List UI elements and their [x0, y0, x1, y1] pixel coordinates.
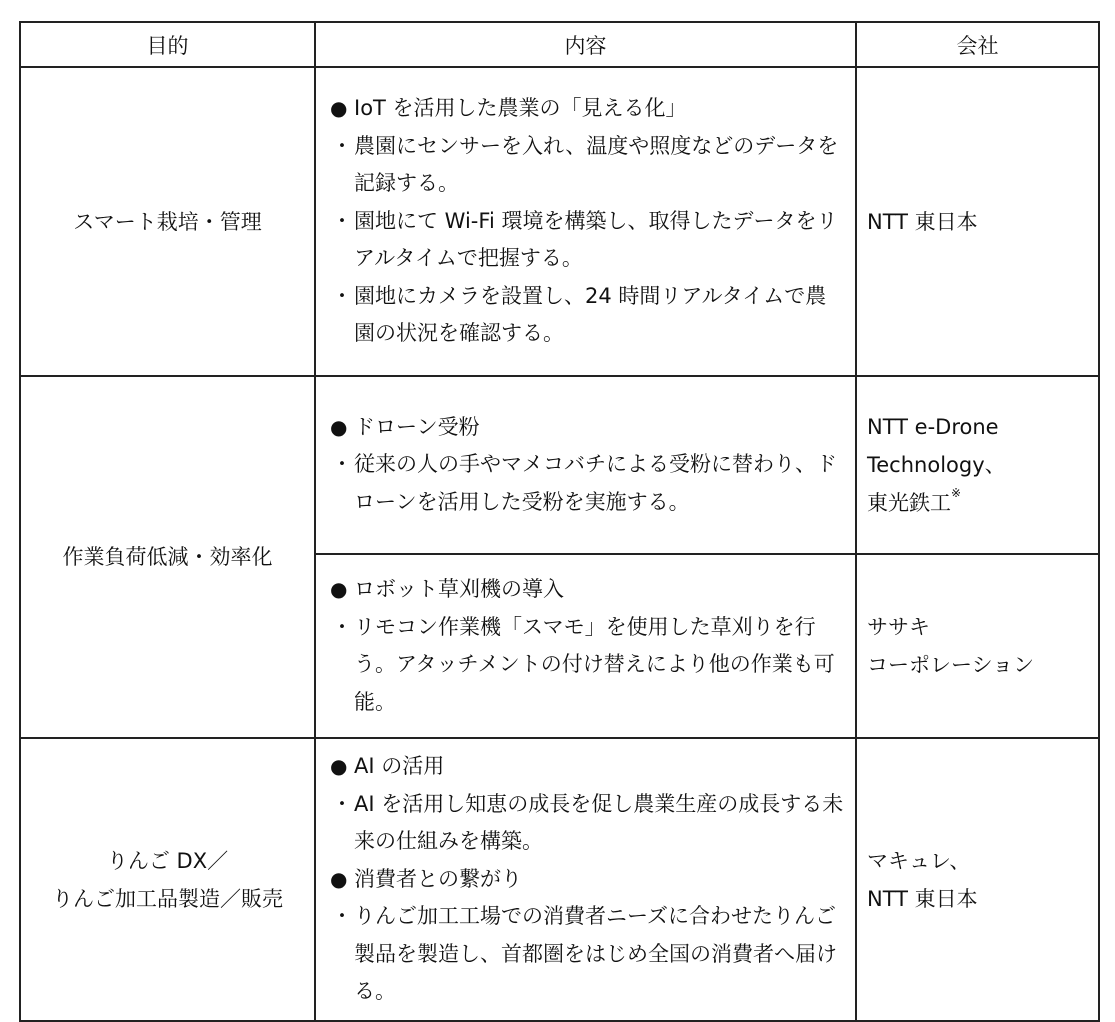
bullet-item — [330, 898, 845, 1011]
purpose-cell — [20, 738, 315, 1021]
bullet-mark: ・ — [331, 452, 353, 477]
content-heading — [330, 571, 845, 609]
heading-dot: ● — [330, 754, 348, 779]
company-line: NTT e-Drone — [867, 415, 999, 439]
table-row — [20, 376, 1099, 554]
bullet-item — [330, 786, 845, 861]
company-line: NTT 東日本 — [867, 886, 978, 911]
bullet-text: 園地にカメラを設置し、24 時間リアルタイムで農園の状況を確認する。 — [354, 283, 827, 346]
content-cell — [315, 554, 856, 738]
table-row — [20, 67, 1099, 376]
heading-text: AI の活用 — [354, 754, 445, 779]
heading-dot: ● — [330, 577, 348, 601]
header-row — [20, 22, 1099, 67]
heading-dot: ● — [330, 866, 348, 891]
company-cell — [856, 376, 1099, 554]
bullet-mark: ・ — [331, 133, 353, 158]
header-purpose: 目的 — [20, 22, 315, 67]
bullet-mark: ・ — [331, 283, 353, 308]
purpose-cell: 作業負荷低減・効率化 — [20, 376, 315, 738]
bullet-mark: ・ — [331, 614, 353, 639]
initiatives-table — [19, 21, 1100, 1022]
bullet-item — [330, 203, 845, 278]
heading-dot: ● — [330, 96, 348, 121]
purpose-line: りんご DX／ — [106, 848, 229, 873]
company-line: Technology、 — [867, 453, 1006, 477]
content-heading — [330, 409, 845, 447]
bullet-text: 従来の人の手やマメコバチによる受粉に替わり、ドローンを活用した受粉を実施する。 — [354, 452, 837, 514]
content-heading — [330, 748, 845, 786]
bullet-mark: ・ — [331, 904, 353, 929]
header-company: 会社 — [856, 22, 1099, 67]
purpose-line: りんご加工品製造／販売 — [52, 886, 283, 911]
heading-text: ロボット草刈機の導入 — [354, 577, 564, 601]
company-cell — [856, 738, 1099, 1021]
bullet-text: 農園にセンサーを入れ、温度や照度などのデータを記録する。 — [354, 133, 839, 196]
heading-text: 消費者との繋がり — [354, 866, 522, 891]
bullet-item — [330, 128, 845, 203]
company-line: ササキ — [867, 615, 930, 639]
bullet-text: 園地にて Wi-Fi 環境を構築し、取得したデータをリアルタイムで把握する。 — [354, 208, 838, 271]
company-line: マキュレ、 — [867, 848, 971, 873]
company-cell — [856, 554, 1099, 738]
company-cell — [856, 67, 1099, 376]
footnote-mark: ※ — [951, 486, 962, 500]
bullet-text: AI を活用し知恵の成長を促し農業生産の成長する未来の仕組みを構築。 — [354, 791, 844, 854]
bullet-mark: ・ — [331, 791, 353, 816]
company-line: NTT 東日本 — [867, 209, 978, 234]
content-heading — [330, 90, 845, 128]
bullet-mark: ・ — [331, 208, 353, 233]
heading-text: ドローン受粉 — [354, 414, 480, 439]
company-line — [867, 484, 1098, 522]
bullet-text: リモコン作業機「スマモ」を使用した草刈りを行う。アタッチメントの付け替えにより他の作業も可能。 — [354, 614, 835, 714]
bullet-item — [330, 609, 845, 722]
bullet-text: りんご加工工場での消費者ニーズに合わせたりんご製品を製造し、首都圏をはじめ全国の消費者へ届ける。 — [354, 904, 837, 1004]
purpose-cell: スマート栽培・管理 — [20, 67, 315, 376]
content-heading — [330, 861, 845, 899]
header-content: 内容 — [315, 22, 856, 67]
table-row — [20, 738, 1099, 1021]
heading-text: IoT を活用した農業の「見える化」 — [354, 96, 687, 121]
content-cell — [315, 67, 856, 376]
content-cell — [315, 738, 856, 1021]
content-cell — [315, 376, 856, 554]
heading-dot: ● — [330, 414, 348, 439]
company-name: 東光鉄工 — [867, 491, 951, 515]
bullet-item — [330, 446, 845, 521]
company-line: コーポレーション — [867, 653, 1035, 677]
bullet-item — [330, 278, 845, 353]
